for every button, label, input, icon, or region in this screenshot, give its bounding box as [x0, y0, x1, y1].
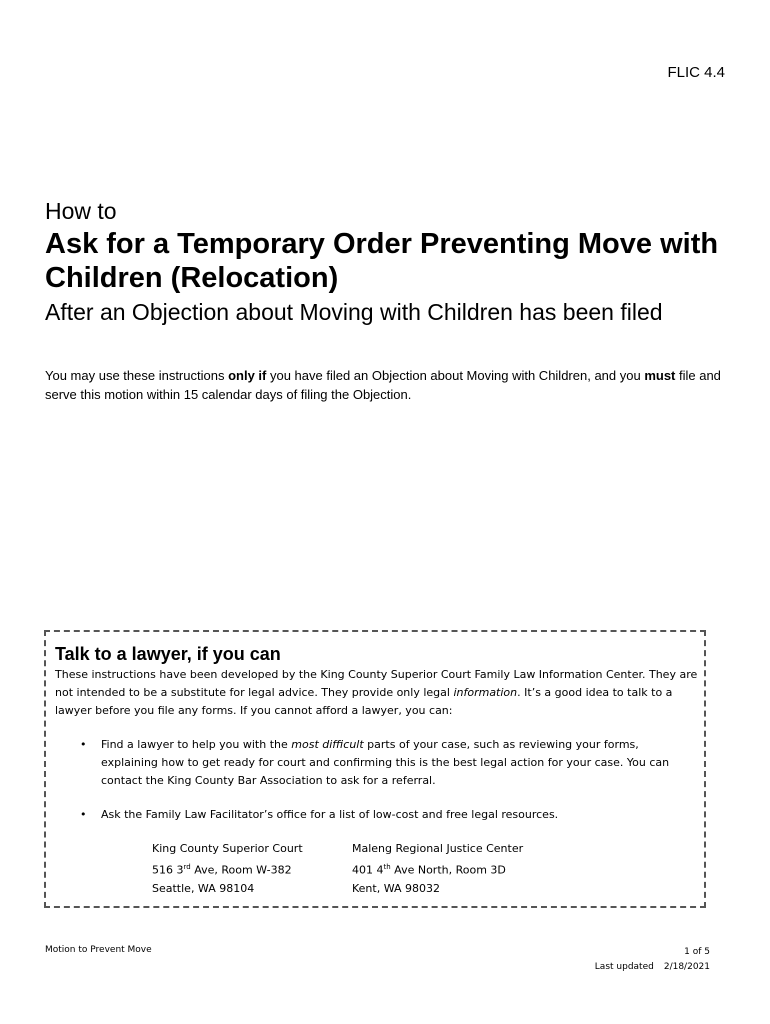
title-how-to: How to	[45, 198, 117, 224]
intro-bold-only-if: only if	[228, 368, 267, 383]
intro-text-3: file and serve this motion within 15 calendar days of filing the Objection.	[45, 368, 721, 402]
street-number: 401 4	[352, 863, 384, 877]
footer-document-name: Motion to Prevent Move	[45, 945, 152, 955]
street-suffix: rd	[183, 863, 191, 871]
court-addresses	[152, 840, 524, 898]
page-number: 1 of 5	[684, 947, 710, 957]
address-street	[352, 858, 505, 880]
last-updated	[595, 960, 710, 975]
street-rest: Ave, Room W-382	[190, 863, 292, 877]
form-id: FLIC 4.4	[667, 64, 725, 81]
address-street	[152, 858, 305, 880]
address-name: King County Superior Court	[152, 842, 303, 855]
address-kent	[352, 840, 524, 898]
intro-paragraph	[45, 366, 735, 404]
street-rest: Ave North, Room 3D	[390, 863, 506, 877]
page-title: Ask for a Temporary Order Preventing Move with Children (Relocation)	[45, 228, 719, 294]
intro-bold-must: must	[644, 368, 676, 383]
lawyer-info-box	[44, 630, 706, 908]
page-subtitle: After an Objection about Moving with Children has been filed	[45, 299, 663, 325]
bullet2-text: Ask the Family Law Facilitator’s office for a list of low-cost and free legal resources.	[101, 808, 559, 821]
bullet-icon: •	[80, 808, 87, 821]
lawyer-text-1: These instructions have been developed by the King County Superior Court Family Law Information Center. They are not intended to be a substitute for legal advice. They provide only legal	[55, 668, 698, 699]
bullet1-italic: most difficult	[291, 738, 364, 751]
address-name: Maleng Regional Justice Center	[352, 842, 524, 855]
lawyer-box-title: Talk to a lawyer, if you can	[55, 644, 281, 664]
lawyer-text-2: . It’s a good idea to talk to a lawyer before you file any forms. If you cannot afford a lawyer, you can:	[55, 686, 673, 717]
address-city: Kent, WA 98032	[352, 881, 440, 895]
last-updated-label: Last updated	[594, 962, 654, 972]
street-suffix: th	[383, 863, 391, 871]
intro-text-2: you have filed an Objection about Moving with Children, and you	[266, 368, 645, 383]
list-item	[55, 736, 699, 790]
bullet1-text-2: parts of your case, such as reviewing your forms, explaining how to get ready for court and confirming this is the best legal action for your case. You can contact the King County Bar Association to ask for a referral.	[101, 738, 670, 787]
lawyer-options-list	[55, 736, 699, 824]
street-number: 516 3	[152, 863, 184, 877]
lawyer-text-italic: information	[453, 686, 518, 699]
last-updated-date: 2/18/2021	[663, 962, 710, 972]
bullet-icon: •	[80, 738, 87, 751]
address-city: Seattle, WA 98104	[152, 881, 255, 895]
bullet1-text-1: Find a lawyer to help you with the	[101, 738, 292, 751]
footer-page-info	[595, 945, 710, 975]
lawyer-box-text	[55, 666, 699, 720]
address-seattle	[152, 840, 305, 898]
intro-text-1: You may use these instructions	[45, 368, 229, 383]
list-item	[55, 806, 699, 824]
